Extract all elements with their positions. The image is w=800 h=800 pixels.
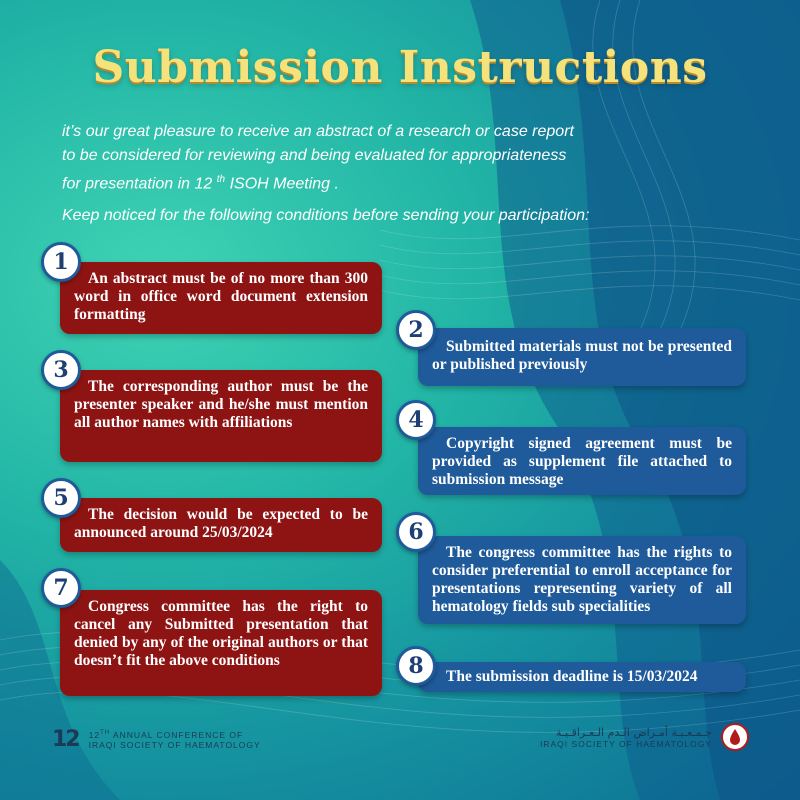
condition-box-4 — [418, 427, 746, 495]
condition-number-6: 6 — [396, 512, 436, 552]
intro-line-2: to be considered for reviewing and being evaluated for appropriateness — [62, 147, 567, 164]
footer-conference-block — [52, 727, 261, 752]
intro-line-1: it’s our great pleasure to receive an abstract of a research or case report — [62, 123, 574, 140]
conference-line-1: 12TH ANNUAL CONFERENCE OF — [88, 729, 244, 740]
condition-box-7 — [60, 590, 382, 696]
condition-number-2: 2 — [396, 310, 436, 350]
intro-paragraph — [62, 120, 762, 196]
condition-text-6: The congress committee has the rights to consider preferential to enroll acceptance for presentations representing variety of all hematology fields sub specialities — [432, 544, 732, 615]
society-text — [540, 726, 712, 749]
condition-box-8 — [418, 662, 746, 692]
conference-text — [89, 728, 261, 752]
notice-text: Keep noticed for the following conditions before sending your participation: — [62, 207, 590, 224]
condition-text-3: The corresponding author must be the presenter speaker and he/she must mention all author names with affiliations — [74, 378, 368, 431]
condition-text-5: The decision would be expected to be announced around 25/03/2024 — [74, 506, 368, 541]
intro-line-3: for presentation in 12 $^{th}$ ISOH Meeting . — [62, 174, 339, 193]
condition-box-5 — [60, 498, 382, 552]
condition-number-4: 4 — [396, 400, 436, 440]
society-name-english: IRAQI SOCIETY OF HAEMATOLOGY — [539, 738, 712, 749]
condition-box-3 — [60, 370, 382, 462]
condition-box-6 — [418, 536, 746, 624]
conference-logo: 12 — [52, 727, 79, 752]
condition-text-8: The submission deadline is 15/03/2024 — [446, 668, 698, 685]
condition-number-1: 1 — [41, 242, 81, 282]
society-name-arabic: جـمـعـيـة أمـراض الـدم الـعـراقـيـة — [555, 725, 712, 739]
condition-number-7: 7 — [41, 568, 81, 608]
condition-text-1: An abstract must be of no more than 300 word in office word document extension formatting — [74, 270, 368, 323]
conference-line-2: IRAQI SOCIETY OF HAEMATOLOGY — [88, 740, 261, 751]
footer-society-block — [540, 722, 750, 752]
society-logo-icon — [720, 722, 750, 752]
condition-text-7: Congress committee has the right to cancel any Submitted presentation that denied by any of the original authors or that doesn’t fit the above conditions — [74, 598, 368, 669]
condition-number-3: 3 — [41, 350, 81, 390]
condition-number-8: 8 — [396, 646, 436, 686]
condition-box-1 — [60, 262, 382, 334]
condition-text-4: Copyright signed agreement must be provided as supplement file attached to submission message — [432, 435, 732, 488]
page-title: Submission Instructions — [92, 42, 708, 93]
condition-text-2: Submitted materials must not be presented or published previously — [432, 338, 732, 373]
condition-number-5: 5 — [41, 478, 81, 518]
condition-box-2 — [418, 328, 746, 386]
